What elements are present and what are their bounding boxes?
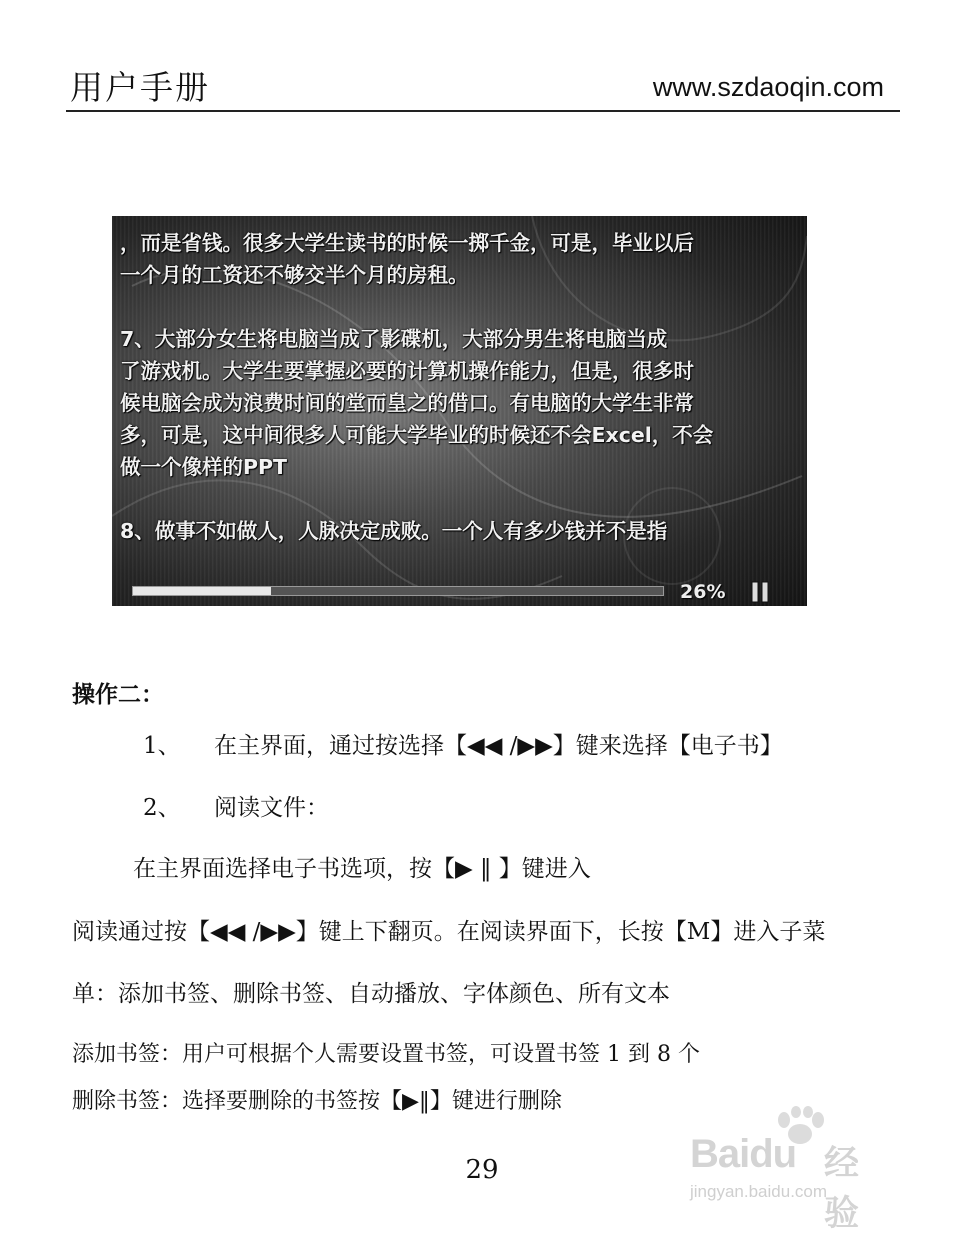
step-number: 2、 <box>143 795 181 821</box>
step-text: 阅读文件： <box>214 795 329 821</box>
watermark-url: jingyan.baidu.com <box>690 1182 828 1201</box>
paragraph: 添加书签：用户可根据个人需要设置书签，可设置书签 1 到 8 个 <box>72 1042 700 1067</box>
ebook-line: 一个月的工资还不够交半个月的房租。 <box>120 263 469 287</box>
ebook-line: 8、做事不如做人，人脉决定成败。一个人有多少钱并不是指 <box>120 519 668 543</box>
step-text: 在主界面，通过按选择【◀◀ /▶▶】键来选择【电子书】 <box>214 733 783 759</box>
watermark-label: 经验 <box>824 1144 860 1234</box>
ebook-line: 候电脑会成为浪费时间的堂而皇之的借口。有电脑的大学生非常 <box>120 391 694 415</box>
paragraph: 单：添加书签、删除书签、自动播放、字体颜色、所有文本 <box>72 981 670 1007</box>
paragraph: 删除书签：选择要删除的书签按【▶‖】键进行删除 <box>72 1089 562 1114</box>
watermark-brand: Baidu <box>690 1132 797 1176</box>
header-title: 用户手册 <box>70 68 210 107</box>
reading-progress-bar <box>132 586 664 596</box>
section-heading: 操作二： <box>72 682 164 708</box>
reading-progress-fill <box>133 587 271 595</box>
ebook-line: 7、大部分女生将电脑当成了影碟机，大部分男生将电脑当成 <box>120 327 668 351</box>
step-number: 1、 <box>143 733 181 759</box>
battery-icon <box>750 580 772 604</box>
header-url: www.szdaoqin.com <box>652 72 884 102</box>
paragraph: 在主界面选择电子书选项，按【▶ ‖ 】键进入 <box>133 856 591 882</box>
ebook-line: 做一个像样的PPT <box>120 455 288 479</box>
paragraph: 阅读通过按【◀◀ /▶▶】键上下翻页。在阅读界面下，长按【M】进入子菜 <box>72 919 826 945</box>
ebook-screenshot <box>112 216 807 606</box>
ebook-line: 了游戏机。大学生要掌握必要的计算机操作能力，但是，很多时 <box>120 359 694 383</box>
ebook-line: ，而是省钱。很多大学生读书的时候一掷千金，可是，毕业以后 <box>120 231 694 255</box>
reading-progress-percent: 26% <box>680 581 726 603</box>
page-number: 29 <box>465 1155 499 1185</box>
header-divider <box>66 110 900 112</box>
ebook-line: 多，可是，这中间很多人可能大学毕业的时候还不会Excel，不会 <box>120 423 714 447</box>
